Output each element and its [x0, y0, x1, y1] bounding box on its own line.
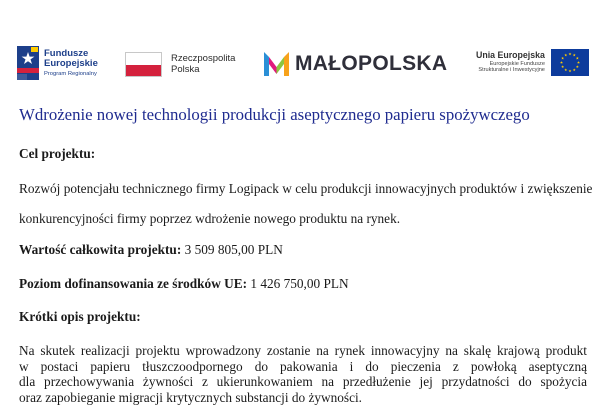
fe-line2: Europejskie [44, 57, 98, 69]
rp-line1: Rzeczpospolita [171, 52, 236, 64]
unia-europejska-logo [476, 49, 589, 76]
eu-flag-icon [551, 49, 589, 76]
description-heading: Krótki opis projektu: [19, 309, 141, 324]
goal-heading: Cel projektu: [19, 146, 96, 161]
funding-row [19, 276, 349, 292]
fe-line3: Program Regionalny [44, 70, 97, 77]
description-line-2: w postaci papieru tłuszczoodpornego do pakowania i do pieczenia z powłoką aseptyczną [19, 358, 587, 374]
total-value: 3 509 805,00 PLN [181, 242, 283, 257]
rzeczpospolita-polska-logo [125, 52, 235, 77]
goal-line-1: Rozwój potencjału technicznego firmy Logipack w celu produkcji innowacyjnych produktów i zwiększenie [19, 181, 593, 196]
malopolska-text: MAŁOPOLSKA [295, 51, 448, 75]
document-content [19, 105, 587, 125]
fundusze-europejskie-text [44, 49, 98, 77]
goal-line-2: konkurencyjności firmy poprzez wdrożenie nowego produktu na rynek. [19, 211, 401, 226]
description-paragraph [19, 343, 587, 405]
fundusze-europejskie-icon [17, 46, 39, 80]
description-line-1: Na skutek realizacji projektu wprowadzony zostanie na rynek innowacyjny na skalę krajową produkt [19, 343, 587, 358]
funding-label: Poziom dofinansowania ze środków UE: [19, 276, 248, 291]
rzeczpospolita-polska-text [171, 54, 235, 76]
logo-bar [0, 0, 604, 95]
rp-line2: Polska [171, 63, 200, 75]
description-line-3: dla przechowywania żywności z ukierunkowaniem na przedłużenie jej przydatności do spożycia [19, 374, 587, 389]
malopolska-logo [263, 50, 447, 77]
document-title: Wdrożenie nowej technologii produkcji aseptycznego papieru spożywczego [19, 105, 530, 124]
ue-line3: Strukturalne i Inwestycyjne [478, 67, 545, 74]
polish-flag-icon [125, 52, 162, 77]
total-value-row [19, 242, 283, 258]
malopolska-mark-icon [263, 50, 290, 77]
ue-line2: Europejskie Fundusze [489, 61, 545, 68]
ue-line1: Unia Europejska [476, 50, 545, 61]
fundusze-europejskie-logo [17, 46, 98, 80]
fe-line1: Fundusze [44, 47, 89, 59]
unia-europejska-text [476, 51, 545, 74]
total-value-label: Wartość całkowita projektu: [19, 242, 182, 257]
description-line-4: oraz zapobieganie migracji krytycznych substancji do żywności. [19, 389, 363, 405]
funding-value: 1 426 750,00 PLN [247, 276, 349, 291]
